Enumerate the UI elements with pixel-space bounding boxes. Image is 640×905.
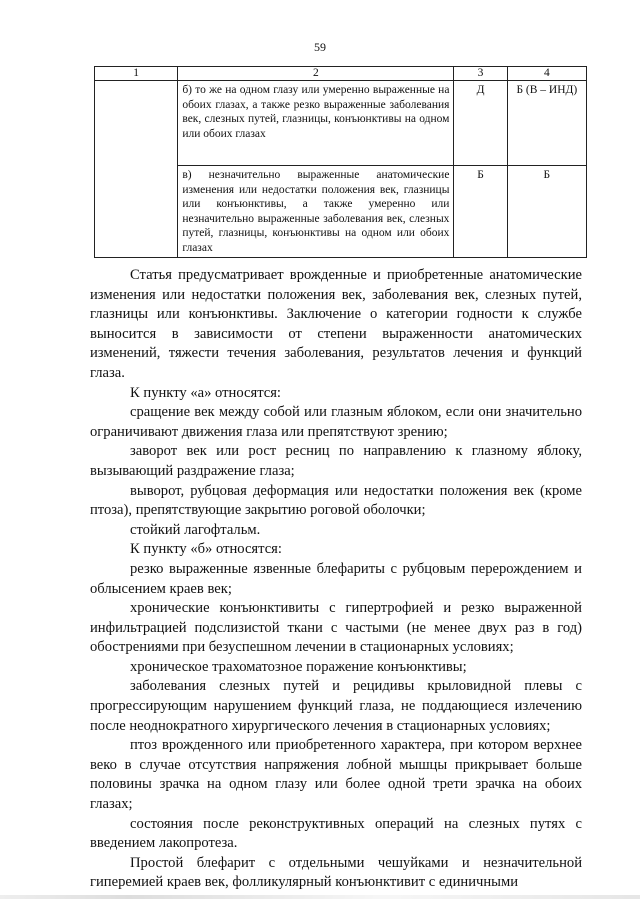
- paragraph: Статья предусматривает врожденные и приобретенные анатомические изменения или недостатки положения век, заболевания век, слезных путей, глазницы или конъюнктивы. Заключение о категории годности к службе выносится в зависимости от степени выраженности анатомических изменений, тяжести течения заболевания, результатов лечения и функций глаза.: [90, 267, 582, 381]
- criteria-table: [94, 66, 587, 258]
- page-number: 59: [314, 40, 326, 54]
- table-cell-description: [178, 81, 454, 166]
- scan-edge: [0, 895, 640, 899]
- table-cell-category: [454, 81, 507, 166]
- paragraph: заворот век или рост ресниц по направлению к глазному яблоку, вызывающий раздражение глаза;: [90, 443, 582, 479]
- category-value: Д: [476, 84, 485, 96]
- table-cell-category-alt: [507, 166, 586, 258]
- paragraph: выворот, рубцовая деформация или недостатки положения век (кроме птоза), препятствующие закрытию роговой оболочки;: [90, 482, 582, 519]
- category-alt-value: Б: [543, 169, 551, 181]
- paragraph: птоз врожденного или приобретенного характера, при котором верхнее веко в случае отсутствия напряжения лобной мышцы прикрывает больше половины зрачка на одном глазу или более одной трети зрачка на обоих глазах;: [90, 737, 582, 813]
- paragraph: хронические конъюнктивиты с гипертрофией и резко выраженной инфильтрацией подслизистой ткани с частыми (не менее двух раз в год) обострениями при безуспешном лечении в стационарных условиях;: [90, 600, 582, 656]
- category-alt-value: Б (В – ИНД): [516, 84, 578, 96]
- condition-text: б) то же на одном глазу или умеренно выраженные на обоих глазах, а также резко выраженные заболевания век, слезных путей, глазницы, конъюнктивы на одном или обоих глазах: [182, 84, 450, 140]
- paragraph: К пункту «б» относятся:: [130, 541, 282, 558]
- table-cell-description: [178, 166, 454, 258]
- table-header-col-2: 2: [178, 67, 454, 81]
- category-value: Б: [477, 169, 484, 181]
- article-body: [90, 266, 582, 893]
- table-header-row: [95, 67, 587, 81]
- paragraph: хроническое трахоматозное поражение конъюнктивы;: [130, 658, 467, 675]
- table-header-col-1: 1: [95, 67, 178, 81]
- table-cell-category-alt: [507, 81, 586, 166]
- table-cell-article: [95, 81, 178, 258]
- condition-text: в) незначительно выраженные анатомические изменения или недостатки положения век, глазницы или конъюнктивы, а также умеренно или незначительно выраженные заболевания век, слезных путей, глазницы, конъюнктивы на одном или обоих глазах: [182, 169, 450, 254]
- paragraph: состояния после реконструктивных операций на слезных путях с введением лакопротеза.: [90, 815, 582, 852]
- table-header-col-3: 3: [454, 67, 507, 81]
- paragraph: резко выраженные язвенные блефариты с рубцовым перерождением и облысением краев век;: [90, 560, 582, 597]
- paragraph: стойкий лагофтальм.: [130, 521, 261, 538]
- paragraph: Простой блефарит с отдельными чешуйками и незначительной гиперемией краев век, фолликулярный конъюнктивит с единичными: [90, 854, 582, 891]
- paragraph: заболевания слезных путей и рецидивы крыловидной плевы с прогрессирующим нарушением функций глаза, не поддающиеся излечению после неоднократного хирургического лечения в стационарных условиях;: [90, 678, 582, 734]
- paragraph: К пункту «а» относятся:: [130, 384, 281, 401]
- table-row: [95, 81, 587, 166]
- table-cell-category: [454, 166, 507, 258]
- paragraph: сращение век между собой или глазным яблоком, если они значительно ограничивают движения глаза или препятствуют зрению;: [90, 404, 582, 440]
- table-header-col-4: 4: [507, 67, 586, 81]
